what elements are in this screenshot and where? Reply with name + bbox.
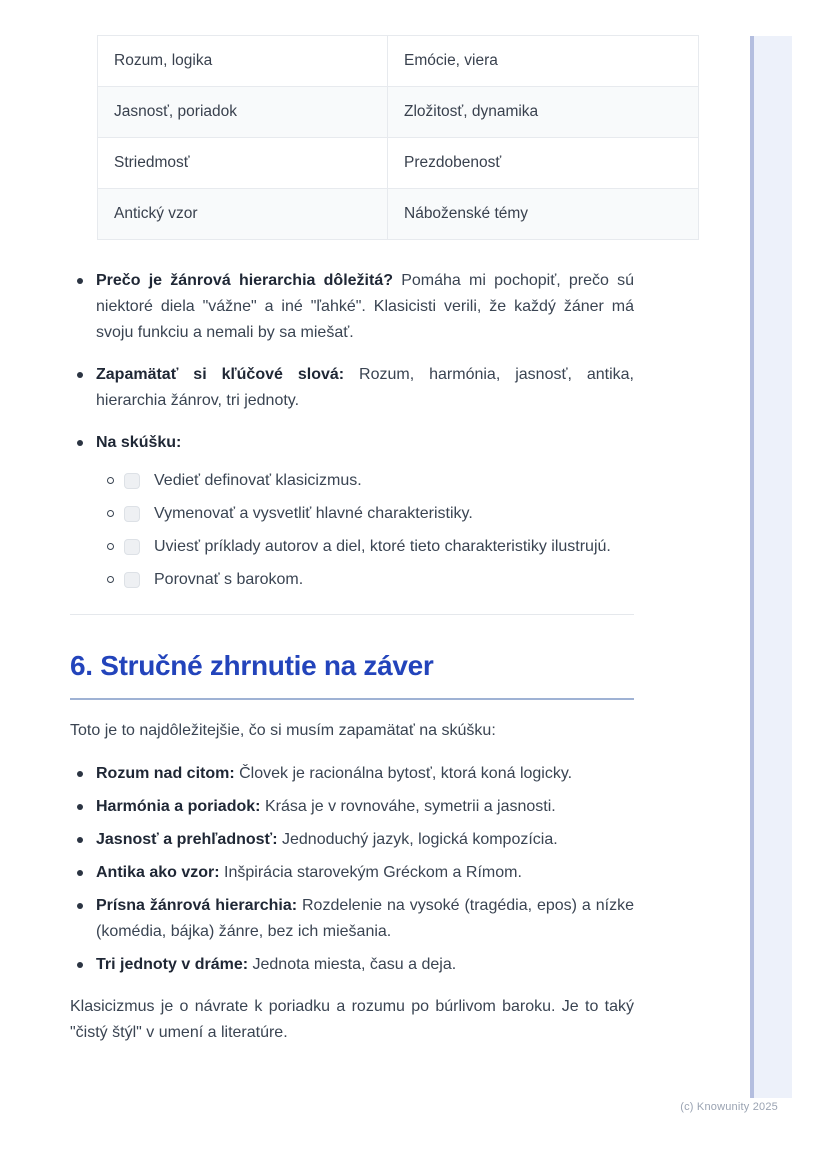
list-item — [70, 430, 634, 456]
circle-bullet-icon — [107, 543, 114, 550]
comparison-table — [97, 35, 699, 240]
item-text: Jednota miesta, času a deja. — [252, 956, 457, 973]
table-row — [98, 87, 699, 138]
item-keyword: Tri jednoty v dráme: — [96, 956, 249, 973]
list-item — [70, 952, 634, 978]
note-content — [70, 0, 634, 1046]
circle-bullet-icon — [107, 477, 114, 484]
item-keyword: Rozum nad citom: — [96, 765, 235, 782]
scrollbar-track[interactable] — [750, 36, 792, 1098]
bullet-icon — [77, 278, 83, 284]
bullet-icon — [77, 440, 83, 446]
item-keyword: Zapamätať si kľúčové slová: — [96, 366, 345, 383]
list-item — [70, 794, 634, 820]
summary-list — [70, 761, 634, 978]
table-cell-left: Jasnosť, poriadok — [98, 87, 388, 138]
list-item — [70, 761, 634, 787]
checklist-item — [70, 501, 634, 527]
item-text: Človek je racionálna bytosť, ktorá koná logicky. — [239, 765, 573, 782]
checklist-label: Vymenovať a vysvetliť hlavné charakteristiky. — [154, 505, 473, 522]
list-item — [70, 268, 634, 346]
table-cell-right: Emócie, viera — [388, 36, 699, 87]
item-keyword: Antika ako vzor: — [96, 864, 220, 881]
bullet-icon — [77, 804, 83, 810]
circle-bullet-icon — [107, 510, 114, 517]
checklist-label: Porovnať s barokom. — [154, 571, 304, 588]
table-cell-left: Antický vzor — [98, 189, 388, 240]
bullet-icon — [77, 903, 83, 909]
table-row — [98, 138, 699, 189]
item-keyword: Prečo je žánrová hierarchia dôležitá? — [96, 272, 393, 289]
item-text: Krása je v rovnováhe, symetrii a jasnosti. — [264, 798, 556, 815]
checkbox-icon[interactable] — [124, 473, 140, 489]
checklist-item — [70, 534, 634, 560]
item-text: Jednoduchý jazyk, logická kompozícia. — [282, 831, 558, 848]
bullet-icon — [77, 771, 83, 777]
checklist-item — [70, 567, 634, 593]
intro-paragraph: Toto je to najdôležitejšie, čo si musím zapamätať na skúšku: — [70, 722, 496, 739]
closing-paragraph: Klasicizmus je o návrate k poriadku a rozumu po búrlivom baroku. Je to taký "čistý štýl" v umení a literatúre. — [70, 998, 634, 1041]
checklist-label: Uviesť príklady autorov a diel, ktoré tieto charakteristiky ilustrujú. — [154, 538, 611, 555]
bullet-icon — [77, 962, 83, 968]
checkbox-icon[interactable] — [124, 506, 140, 522]
bullet-icon — [77, 870, 83, 876]
exam-checklist — [70, 468, 634, 593]
notes-list — [70, 268, 634, 456]
item-text: Pomáha mi pochopiť, prečo sú niektoré diela "vážne" a iné "ľahké". Klasicisti verili, že každý žáner má svoju funkciu a nemali by sa miešať. — [96, 272, 635, 341]
item-text: Inšpirácia starovekým Gréckom a Rímom. — [224, 864, 522, 881]
list-item — [70, 893, 634, 945]
bullet-icon — [77, 837, 83, 843]
circle-bullet-icon — [107, 576, 114, 583]
section-divider — [70, 614, 634, 615]
item-keyword: Na skúšku: — [96, 434, 182, 451]
checkbox-icon[interactable] — [124, 572, 140, 588]
list-item — [70, 362, 634, 414]
checklist-label: Vedieť definovať klasicizmus. — [154, 472, 362, 489]
checklist-item — [70, 468, 634, 494]
table-row — [98, 36, 699, 87]
section-heading: 6. Stručné zhrnutie na záver — [70, 649, 634, 700]
item-text: Rozum, harmónia, jasnosť, antika, hierarchia žánrov, tri jednoty. — [96, 366, 634, 409]
item-keyword: Harmónia a poriadok: — [96, 798, 261, 815]
list-item — [70, 827, 634, 853]
checkbox-icon[interactable] — [124, 539, 140, 555]
table-cell-right: Náboženské témy — [388, 189, 699, 240]
table-row — [98, 189, 699, 240]
list-item — [70, 860, 634, 886]
table-cell-right: Prezdobenosť — [388, 138, 699, 189]
item-keyword: Prísna žánrová hierarchia: — [96, 897, 298, 914]
item-keyword: Jasnosť a prehľadnosť: — [96, 831, 278, 848]
copyright-footer: (c) Knowunity 2025 — [680, 1101, 778, 1113]
table-cell-right: Zložitosť, dynamika — [388, 87, 699, 138]
item-text: Rozdelenie na vysoké (tragédia, epos) a nízke (komédia, bájka) žánre, bez ich miešania. — [96, 897, 634, 940]
table-cell-left: Rozum, logika — [98, 36, 388, 87]
table-cell-left: Striedmosť — [98, 138, 388, 189]
bullet-icon — [77, 372, 83, 378]
